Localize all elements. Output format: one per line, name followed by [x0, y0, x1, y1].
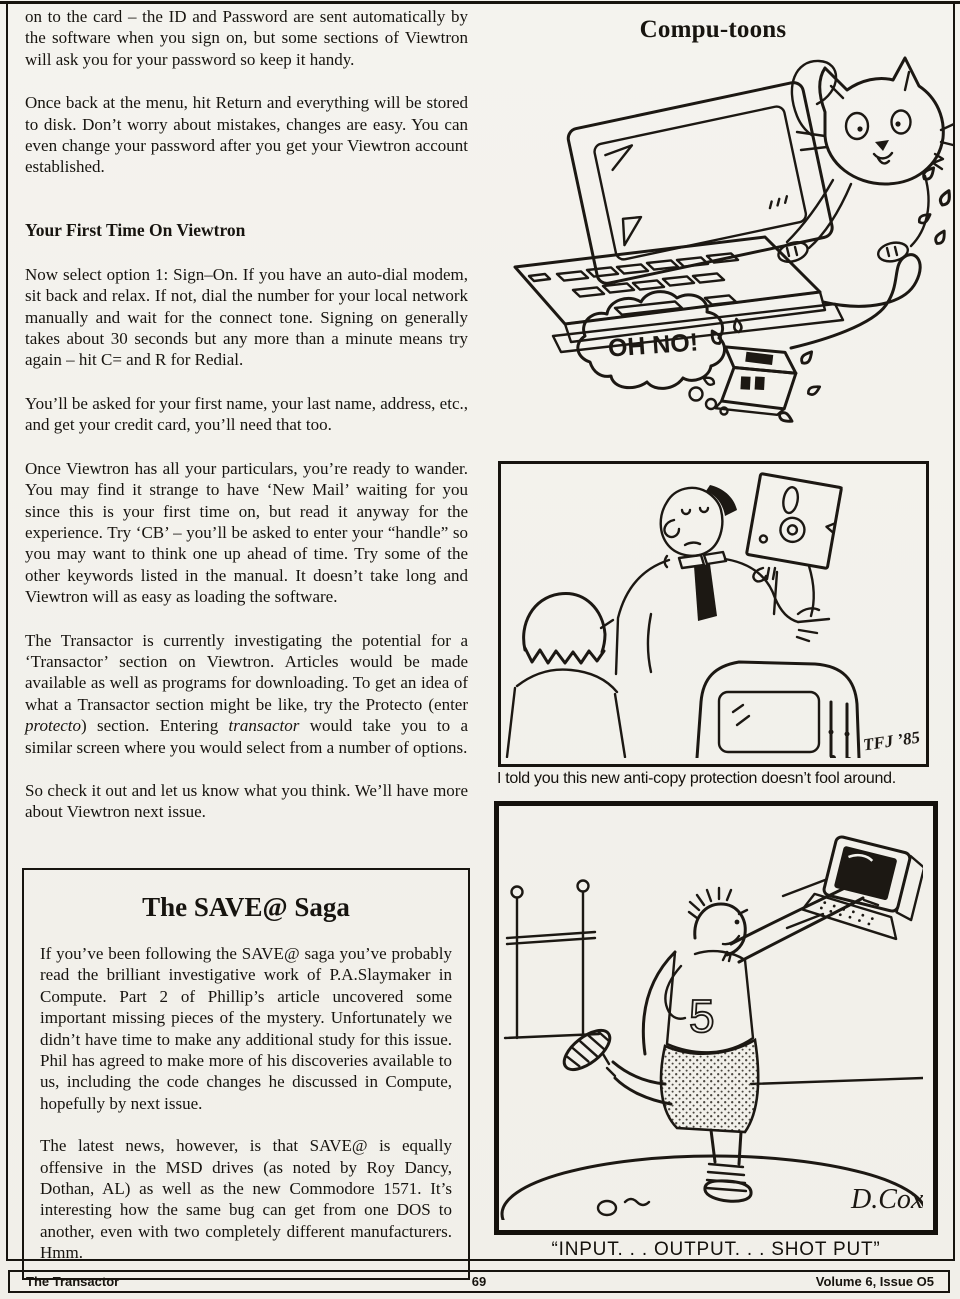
article-paragraph-4: You’ll be asked for your first name, your last name, address, etc., and get your credit card, you’ll need that too. [25, 393, 468, 435]
article-paragraph-7: So check it out and let us know what you think. We’ll have more about Viewtron next issue. [25, 780, 468, 822]
article-paragraph-1: on to the card – the ID and Password are sent automatically by the software when you sign on, but some sections of Viewtron will ask you for your password so keep it handy. [25, 7, 468, 69]
article-column [25, 6, 468, 845]
bubble-text: OH NO! [607, 328, 700, 363]
flying-computer [801, 832, 923, 942]
cat-arm-right [911, 176, 929, 246]
horizon-line [751, 1078, 923, 1084]
save-saga-title: The SAVE@ Saga [142, 892, 350, 922]
jersey-number: 5 [689, 990, 715, 1042]
modem [715, 343, 798, 420]
save-saga-box [22, 868, 470, 1280]
cartoon2-signature: TFJ ’85 [861, 727, 920, 755]
cartoon3-frame [494, 801, 938, 1235]
footer-band [8, 1270, 950, 1293]
cartoon2-frame [498, 461, 929, 767]
shot-put-cartoon-svg [499, 806, 923, 1220]
thought-bubble [578, 292, 728, 415]
keyboard-cable [791, 255, 920, 348]
floppy-man-body [753, 566, 813, 616]
cat-paw-right [876, 240, 909, 264]
cat-arm-left [787, 180, 851, 248]
article-paragraph-5: Once Viewtron has all your particulars, you’re ready to wander. You may find it strange to have ‘New Mail’ waiting for you since this is your first time on, but read it anyway for the experience. Try ‘CB’ – you’ll be asked to enter your “handle” so you may want to think one up ahead of time. Try some of the other keywords listed in the manual. It doesn’t take long and Viewtron will as easy as loading the software. [25, 458, 468, 607]
cat-computer-cartoon-svg [495, 52, 955, 452]
anti-copy-cartoon-svg [501, 464, 920, 758]
high-jump-stand [505, 881, 599, 1039]
pointing-man [616, 485, 829, 674]
cat-sweat-drops [917, 165, 952, 245]
shorts [661, 1040, 758, 1132]
section-heading: Your First Time On Viewtron [25, 219, 246, 240]
footer-magazine-title: The Transactor [26, 1274, 120, 1289]
floppy-disk-head-man [747, 474, 842, 569]
save-saga-paragraph-2: The latest news, however, is that SAVE@ is equally offensive in the MSD drives (as noted by Roy Dancy, Dothan, AL) as well as the new Commodore 1571. It’s interesting how the same bug can get from one DOS to another, even with two completely different manufacturers. Hmm. [40, 1136, 452, 1263]
monitor-back [697, 662, 859, 758]
cartoon3-caption: “INPUT. . . OUTPUT. . . SHOT PUT” [551, 1239, 881, 1260]
paragraph-6-text: The Transactor is currently investigating the potential for a ‘Transactor’ section on Viewtron. Articles would be made available as well as programs for downloading. To get an idea of what a Transactor section might be like, try the Protecto (enter [25, 630, 468, 714]
article-paragraph-3: Now select option 1: Sign–On. If you have an auto-dial modem, sit back and relax. If not, dial the number for your local network manually and wait for the connect tone. Signing on generally takes about 30 seconds but any more than a minute means try again – hit C= and R for Redial. [25, 264, 468, 370]
cartoon3-signature: D.Cox [851, 1184, 923, 1215]
computoons-title: Compu-toons [639, 16, 787, 43]
cat-head [820, 58, 944, 184]
article-paragraph-6: The Transactor is currently investigating the potential for a ‘Transactor’ section on Viewtron. Articles would be made available as well as programs for downloading. To get an idea of what a Transactor section might be like, try the Protecto (enter protecto) section. Entering transactor would take you to a similar screen where you would select from a number of options. [25, 630, 468, 757]
save-saga-paragraph-1: If you’ve been following the SAVE@ saga you’ve probably read the brilliant investigative work of P.A.Slaymaker in Compute. Part 2 of Phillip’s article uncovered some important missing pieces of the mystery. Unfortunately we didn’t have time to make any additional study for this issue. Phil has agreed to make more of his discoveries available to us, including the code changes he discussed in Compute, hopefully by next issue. [40, 944, 452, 1113]
footer-page-number: 69 [471, 1274, 487, 1289]
italic-term-transactor: transactor [228, 716, 300, 736]
back-of-head-man [507, 593, 625, 757]
article-paragraph-2: Once back at the menu, hit Return and everything will be stored to disk. Don’t worry about mistakes, changes are easy. You can even change your password after you get your Viewtron account established. [25, 93, 468, 177]
cartoon2-caption: I told you this new anti-copy protection doesn’t fool around. [497, 770, 896, 787]
italic-term-protecto: protecto [25, 716, 82, 736]
footer-issue-label: Volume 6, Issue O5 [815, 1274, 934, 1289]
